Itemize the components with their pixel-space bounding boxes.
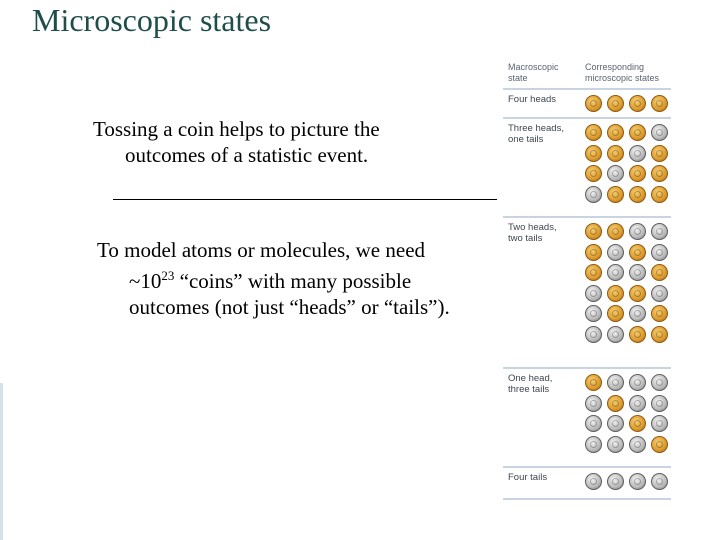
microstate-row [585,373,671,393]
paragraph-atoms [97,237,517,320]
microstate-row [585,263,671,283]
macrostate-label-line: One head, [508,373,553,384]
coin-heads-icon [607,186,624,203]
coin-tails-icon [629,145,646,162]
paragraph-line: outcomes (not just “heads” or “tails”). [129,295,450,319]
coin-tails-icon [585,326,602,343]
coin-heads-icon [629,124,646,141]
macrostate-label-line: three tails [508,384,550,395]
macrostate-label-line: Three heads, [508,123,564,134]
microstate-row [585,185,671,205]
power-base: ~10 [129,269,162,293]
coin-tails-icon [651,415,668,432]
slide-title: Microscopic states [32,2,272,38]
macrostate-label-line: Two heads, [508,222,557,233]
coin-heads-icon [629,165,646,182]
header-text: Corresponding [585,62,645,72]
coin-heads-icon [651,95,668,112]
microstate-row [585,325,671,345]
coin-tails-icon [629,395,646,412]
paragraph-line: Tossing a coin helps to picture the [93,117,380,141]
microstate-row [585,435,671,455]
coin-heads-icon [651,326,668,343]
coin-tails-icon [651,124,668,141]
macrostate-label [508,94,556,105]
coin-tails-icon [629,305,646,322]
coin-heads-icon [607,145,624,162]
header-macroscopic [508,62,559,84]
macrostate-label-line: one tails [508,134,544,145]
microstate-row [585,164,671,184]
microstate-row [585,123,671,143]
coin-heads-icon [585,124,602,141]
microstate-row [585,394,671,414]
coin-tails-icon [585,395,602,412]
group-separator [503,117,671,119]
coin-heads-icon [629,326,646,343]
coin-states-figure [503,58,671,500]
coin-tails-icon [651,223,668,240]
header-text: microscopic states [585,73,660,83]
group-separator [503,216,671,218]
coin-heads-icon [651,165,668,182]
coin-heads-icon [651,264,668,281]
paragraph-line: To model atoms or molecules, we need [97,238,426,262]
coin-tails-icon [651,395,668,412]
header-text: state [508,73,528,83]
coin-tails-icon [651,285,668,302]
coin-heads-icon [607,285,624,302]
coin-heads-icon [651,305,668,322]
microstate-row [585,144,671,164]
divider-line [113,199,497,200]
coin-tails-icon [607,326,624,343]
microstate-row [585,414,671,434]
macrostate-label-line: Four heads [508,94,557,105]
coin-tails-icon [607,374,624,391]
coin-heads-icon [585,264,602,281]
paragraph-line [97,263,517,294]
coin-tails-icon [629,436,646,453]
coin-heads-icon [651,186,668,203]
coin-heads-icon [607,305,624,322]
macrostate-label-line: Four tails [508,472,548,483]
microstate-row [585,472,671,492]
coin-heads-icon [607,124,624,141]
coin-heads-icon [651,436,668,453]
coin-heads-icon [607,395,624,412]
coin-heads-icon [629,95,646,112]
coin-tails-icon [651,244,668,261]
coin-tails-icon [629,264,646,281]
coin-heads-icon [629,415,646,432]
coin-heads-icon [585,374,602,391]
group-separator [503,498,671,500]
paragraph-line: outcomes of a statistic event. [125,143,369,167]
microstate-row [585,222,671,242]
coin-heads-icon [585,145,602,162]
microstate-row [585,304,671,324]
coin-tails-icon [585,436,602,453]
coin-tails-icon [607,436,624,453]
macrostate-label-line: two tails [508,233,543,244]
coin-heads-icon [629,186,646,203]
coin-heads-icon [585,165,602,182]
coin-heads-icon [585,244,602,261]
coin-tails-icon [629,473,646,490]
microstate-row [585,94,671,114]
coin-tails-icon [651,374,668,391]
power-exponent: 23 [161,268,175,283]
group-separator [503,88,671,90]
coin-tails-icon [585,285,602,302]
coin-heads-icon [629,285,646,302]
microstate-row [585,243,671,263]
coin-tails-icon [607,415,624,432]
coin-tails-icon [607,244,624,261]
coin-tails-icon [607,165,624,182]
coin-tails-icon [607,473,624,490]
left-accent-bar [0,383,3,540]
coin-tails-icon [629,374,646,391]
coin-tails-icon [585,415,602,432]
macrostate-label [508,222,557,244]
coin-tails-icon [651,473,668,490]
coin-tails-icon [585,305,602,322]
coin-tails-icon [607,264,624,281]
coin-tails-icon [585,186,602,203]
coin-tails-icon [629,223,646,240]
coin-heads-icon [585,95,602,112]
coin-heads-icon [607,223,624,240]
macrostate-label [508,373,552,395]
paragraph-coin-toss [93,116,493,168]
coin-tails-icon [585,473,602,490]
coin-heads-icon [585,223,602,240]
coin-heads-icon [629,244,646,261]
group-separator [503,367,671,369]
group-separator [503,466,671,468]
coin-heads-icon [651,145,668,162]
header-text: Macroscopic [508,62,559,72]
microstate-row [585,284,671,304]
macrostate-label [508,123,564,145]
paragraph-text: “coins” with many possible [174,269,412,293]
macrostate-label [508,472,547,483]
header-microscopic [585,62,659,84]
coin-heads-icon [607,95,624,112]
